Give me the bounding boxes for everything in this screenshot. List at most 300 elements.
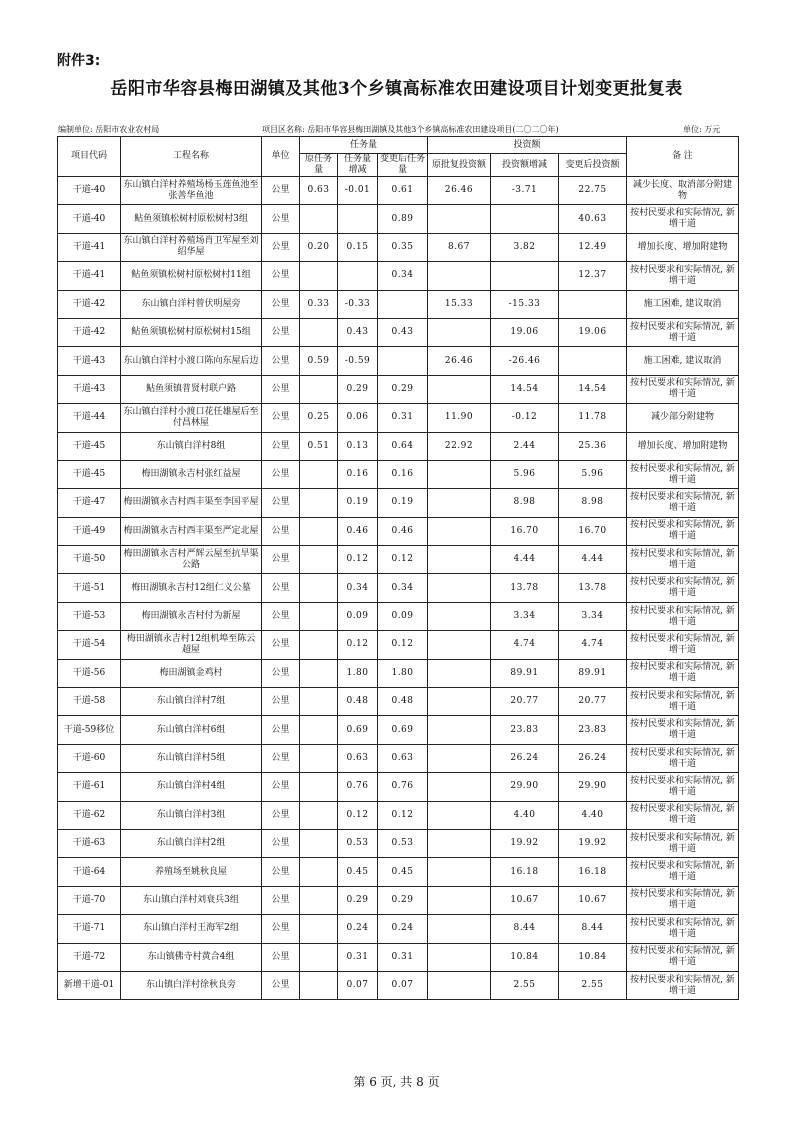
header-remark: 备 注 (627, 137, 739, 177)
orig-invest-cell (428, 773, 491, 801)
header-orig-invest: 原批复投资额 (428, 154, 491, 177)
task-change-cell: 0.69 (338, 716, 378, 744)
remark-cell: 按村民要求和实际情况, 新增干道 (627, 915, 739, 943)
code-cell: 干道-56 (58, 659, 121, 687)
invest-change-cell: -15.33 (491, 290, 559, 318)
orig-invest-cell (428, 943, 491, 971)
code-cell: 干道-40 (58, 205, 121, 233)
task-change-cell: 0.06 (338, 404, 378, 432)
new-invest-cell: 40.63 (559, 205, 627, 233)
code-cell: 干道-49 (58, 517, 121, 545)
name-cell: 鲇鱼须镇松树村原松树村11组 (121, 262, 262, 290)
task-change-cell: 0.12 (338, 801, 378, 829)
new-invest-cell: 20.77 (559, 688, 627, 716)
name-cell: 东山镇白洋村5组 (121, 744, 262, 772)
name-cell: 东山镇白洋村小渡口陈向东屋后边 (121, 347, 262, 375)
header-invest-group: 投资额 (428, 137, 627, 154)
orig-task-cell (300, 205, 338, 233)
task-change-cell: 0.48 (338, 688, 378, 716)
orig-invest-cell (428, 262, 491, 290)
task-change-cell: 0.46 (338, 517, 378, 545)
new-task-cell: 0.12 (378, 801, 428, 829)
orig-task-cell: 0.63 (300, 177, 338, 205)
unit-cell: 公里 (262, 233, 300, 261)
invest-change-cell: 10.67 (491, 886, 559, 914)
invest-change-cell: -26.46 (491, 347, 559, 375)
orig-invest-cell: 8.67 (428, 233, 491, 261)
remark-cell: 减少长度、取消部分附建物 (627, 177, 739, 205)
table-row (58, 460, 739, 488)
invest-change-cell: 4.44 (491, 546, 559, 574)
code-cell: 干道-58 (58, 688, 121, 716)
orig-task-cell (300, 915, 338, 943)
name-cell: 东山镇白洋村王海军2组 (121, 915, 262, 943)
table-row (58, 404, 739, 432)
remark-cell: 按村民要求和实际情况, 新增干道 (627, 574, 739, 602)
name-cell: 鲇鱼须镇松树村原松树村15组 (121, 318, 262, 346)
header-task-change: 任务量增减 (338, 154, 378, 177)
task-change-cell: -0.33 (338, 290, 378, 318)
invest-change-cell: 8.98 (491, 489, 559, 517)
unit-cell: 公里 (262, 631, 300, 659)
orig-invest-cell (428, 716, 491, 744)
header-new-task: 变更后任务量 (378, 154, 428, 177)
new-invest-cell: 12.49 (559, 233, 627, 261)
remark-cell: 按村民要求和实际情况, 新增干道 (627, 886, 739, 914)
remark-cell: 按村民要求和实际情况, 新增干道 (627, 318, 739, 346)
header-orig-task: 原任务量 (300, 154, 338, 177)
table-row (58, 517, 739, 545)
remark-cell: 按村民要求和实际情况, 新增干道 (627, 631, 739, 659)
code-cell: 干道-72 (58, 943, 121, 971)
orig-invest-cell (428, 546, 491, 574)
name-cell: 梅田湖镇永吉村西丰渠至李国平屋 (121, 489, 262, 517)
orig-invest-cell: 15.33 (428, 290, 491, 318)
unit-cell: 公里 (262, 744, 300, 772)
header-invest-change: 投资额增减 (491, 154, 559, 177)
task-change-cell: 0.45 (338, 858, 378, 886)
new-task-cell: 0.34 (378, 262, 428, 290)
code-cell: 干道-45 (58, 432, 121, 460)
orig-task-cell (300, 773, 338, 801)
remark-cell: 按村民要求和实际情况, 新增干道 (627, 943, 739, 971)
name-cell: 东山镇白洋村养殖场肖卫军屋至刘绍华屋 (121, 233, 262, 261)
unit-cell: 公里 (262, 574, 300, 602)
table-row (58, 347, 739, 375)
orig-task-cell (300, 858, 338, 886)
remark-cell: 按村民要求和实际情况, 新增干道 (627, 744, 739, 772)
new-task-cell: 0.53 (378, 829, 428, 857)
invest-change-cell: 19.06 (491, 318, 559, 346)
orig-task-cell: 0.51 (300, 432, 338, 460)
remark-cell: 按村民要求和实际情况, 新增干道 (627, 602, 739, 630)
task-change-cell: 0.16 (338, 460, 378, 488)
new-task-cell: 0.61 (378, 177, 428, 205)
name-cell: 梅田湖镇永吉村12组机埠至陈云超屋 (121, 631, 262, 659)
header-name: 工程名称 (121, 137, 262, 177)
new-task-cell: 0.12 (378, 631, 428, 659)
name-cell: 鲇鱼须镇松树村原松树村3组 (121, 205, 262, 233)
orig-task-cell: 0.20 (300, 233, 338, 261)
new-task-cell: 0.07 (378, 971, 428, 999)
table-row (58, 631, 739, 659)
remark-cell: 按村民要求和实际情况, 新增干道 (627, 688, 739, 716)
orig-invest-cell (428, 858, 491, 886)
name-cell: 梅田湖镇金鸡村 (121, 659, 262, 687)
new-task-cell (378, 347, 428, 375)
new-task-cell: 0.24 (378, 915, 428, 943)
code-cell: 新增干道-01 (58, 971, 121, 999)
orig-task-cell (300, 631, 338, 659)
invest-change-cell: 19.92 (491, 829, 559, 857)
remark-cell: 按村民要求和实际情况, 新增干道 (627, 858, 739, 886)
new-invest-cell: 14.54 (559, 375, 627, 403)
unit-cell: 公里 (262, 546, 300, 574)
invest-change-cell: 4.74 (491, 631, 559, 659)
remark-cell: 按村民要求和实际情况, 新增干道 (627, 517, 739, 545)
table-row (58, 773, 739, 801)
orig-task-cell (300, 546, 338, 574)
new-invest-cell (559, 290, 627, 318)
table-row (58, 574, 739, 602)
new-task-cell: 0.29 (378, 886, 428, 914)
task-change-cell: -0.59 (338, 347, 378, 375)
task-change-cell: 0.24 (338, 915, 378, 943)
table-row (58, 177, 739, 205)
new-invest-cell: 4.44 (559, 546, 627, 574)
task-change-cell: 0.12 (338, 631, 378, 659)
unit-cell: 公里 (262, 773, 300, 801)
unit-cell: 公里 (262, 432, 300, 460)
invest-change-cell: 3.82 (491, 233, 559, 261)
code-cell: 干道-62 (58, 801, 121, 829)
new-task-cell: 0.35 (378, 233, 428, 261)
new-invest-cell: 8.98 (559, 489, 627, 517)
header-task-group: 任务量 (300, 137, 428, 154)
code-cell: 干道-45 (58, 460, 121, 488)
orig-task-cell: 0.59 (300, 347, 338, 375)
code-cell: 干道-44 (58, 404, 121, 432)
orig-invest-cell (428, 517, 491, 545)
name-cell: 东山镇白洋村刘衰兵3组 (121, 886, 262, 914)
orig-invest-cell (428, 631, 491, 659)
invest-change-cell (491, 205, 559, 233)
table-row (58, 233, 739, 261)
new-task-cell: 0.09 (378, 602, 428, 630)
invest-change-cell: 4.40 (491, 801, 559, 829)
unit-cell: 公里 (262, 829, 300, 857)
new-invest-cell: 10.67 (559, 886, 627, 914)
code-cell: 干道-53 (58, 602, 121, 630)
table-row (58, 318, 739, 346)
task-change-cell (338, 262, 378, 290)
new-invest-cell: 8.44 (559, 915, 627, 943)
unit-cell: 公里 (262, 460, 300, 488)
project-name-label: 项目区名称: 岳阳市华容县梅田湖镇及其他3个乡镇高标准农田建设项目(二〇二〇年) (262, 125, 559, 134)
orig-invest-cell (428, 829, 491, 857)
orig-task-cell (300, 716, 338, 744)
orig-invest-cell (428, 205, 491, 233)
invest-change-cell: 26.24 (491, 744, 559, 772)
table-row (58, 659, 739, 687)
invest-change-cell: -3.71 (491, 177, 559, 205)
invest-change-cell: 10.84 (491, 943, 559, 971)
new-invest-cell: 19.92 (559, 829, 627, 857)
new-task-cell: 0.29 (378, 375, 428, 403)
table-row (58, 943, 739, 971)
code-cell: 干道-43 (58, 347, 121, 375)
task-change-cell: 0.53 (338, 829, 378, 857)
task-change-cell: 1.80 (338, 659, 378, 687)
unit-label: 单位: 万元 (683, 125, 721, 134)
table-row (58, 688, 739, 716)
code-cell: 干道-40 (58, 177, 121, 205)
new-invest-cell: 3.34 (559, 602, 627, 630)
table-row (58, 262, 739, 290)
code-cell: 干道-41 (58, 233, 121, 261)
orig-invest-cell (428, 915, 491, 943)
table-row (58, 829, 739, 857)
table-row (58, 546, 739, 574)
new-task-cell: 0.45 (378, 858, 428, 886)
orig-task-cell: 0.33 (300, 290, 338, 318)
remark-cell: 按村民要求和实际情况, 新增干道 (627, 546, 739, 574)
remark-cell: 按村民要求和实际情况, 新增干道 (627, 375, 739, 403)
code-cell: 干道-41 (58, 262, 121, 290)
new-invest-cell: 19.06 (559, 318, 627, 346)
task-change-cell: 0.07 (338, 971, 378, 999)
task-change-cell: 0.12 (338, 546, 378, 574)
code-cell: 干道-61 (58, 773, 121, 801)
new-invest-cell: 89.91 (559, 659, 627, 687)
invest-change-cell: 13.78 (491, 574, 559, 602)
new-invest-cell: 12.37 (559, 262, 627, 290)
remark-cell: 按村民要求和实际情况, 新增干道 (627, 460, 739, 488)
table-row (58, 716, 739, 744)
task-change-cell: 0.15 (338, 233, 378, 261)
name-cell: 梅田湖镇永吉村西丰渠至严定北屋 (121, 517, 262, 545)
name-cell: 梅田湖镇永吉村付为新屋 (121, 602, 262, 630)
orig-invest-cell (428, 574, 491, 602)
new-task-cell: 0.64 (378, 432, 428, 460)
remark-cell: 按村民要求和实际情况, 新增干道 (627, 801, 739, 829)
orig-invest-cell (428, 318, 491, 346)
new-task-cell (378, 290, 428, 318)
orig-invest-cell (428, 688, 491, 716)
remark-cell: 按村民要求和实际情况, 新增干道 (627, 971, 739, 999)
new-task-cell: 0.69 (378, 716, 428, 744)
task-change-cell: 0.13 (338, 432, 378, 460)
table-row (58, 290, 739, 318)
code-cell: 干道-50 (58, 546, 121, 574)
unit-cell: 公里 (262, 915, 300, 943)
remark-cell: 施工困难, 建议取消 (627, 347, 739, 375)
orig-task-cell (300, 460, 338, 488)
code-cell: 干道-43 (58, 375, 121, 403)
table-body (58, 177, 739, 1000)
name-cell: 东山镇白洋村小渡口花任雄屋后至付昌林屋 (121, 404, 262, 432)
remark-cell: 按村民要求和实际情况, 新增干道 (627, 489, 739, 517)
task-change-cell: 0.09 (338, 602, 378, 630)
new-invest-cell: 4.74 (559, 631, 627, 659)
orig-invest-cell: 22.92 (428, 432, 491, 460)
name-cell: 东山镇白洋村4组 (121, 773, 262, 801)
name-cell: 梅田湖镇永吉村12组仁义公墓 (121, 574, 262, 602)
name-cell: 东山镇白洋村养殖场杨玉莲鱼池至张善华鱼池 (121, 177, 262, 205)
name-cell: 东山镇白洋村7组 (121, 688, 262, 716)
orig-task-cell (300, 659, 338, 687)
new-task-cell: 0.16 (378, 460, 428, 488)
orig-invest-cell (428, 886, 491, 914)
unit-cell: 公里 (262, 262, 300, 290)
orig-task-cell (300, 886, 338, 914)
orig-task-cell: 0.25 (300, 404, 338, 432)
name-cell: 东山镇白洋村6组 (121, 716, 262, 744)
orig-task-cell (300, 688, 338, 716)
new-task-cell: 0.43 (378, 318, 428, 346)
unit-cell: 公里 (262, 659, 300, 687)
name-cell: 东山镇佛寺村黄合4组 (121, 943, 262, 971)
name-cell: 养殖场至姚秋良屋 (121, 858, 262, 886)
unit-cell: 公里 (262, 517, 300, 545)
invest-change-cell: 14.54 (491, 375, 559, 403)
unit-cell: 公里 (262, 177, 300, 205)
attachment-label: 附件3: (57, 53, 101, 69)
unit-cell: 公里 (262, 347, 300, 375)
new-invest-cell: 25.36 (559, 432, 627, 460)
unit-cell: 公里 (262, 404, 300, 432)
remark-cell: 按村民要求和实际情况, 新增干道 (627, 829, 739, 857)
code-cell: 干道-54 (58, 631, 121, 659)
code-cell: 干道-70 (58, 886, 121, 914)
orig-task-cell (300, 801, 338, 829)
code-cell: 干道-60 (58, 744, 121, 772)
remark-cell: 减少部分附建物 (627, 404, 739, 432)
task-change-cell: 0.43 (338, 318, 378, 346)
code-cell: 干道-64 (58, 858, 121, 886)
name-cell: 东山镇白洋村曾伏明屋旁 (121, 290, 262, 318)
invest-change-cell: 2.44 (491, 432, 559, 460)
name-cell: 东山镇白洋村3组 (121, 801, 262, 829)
orig-invest-cell (428, 375, 491, 403)
orig-invest-cell (428, 801, 491, 829)
remark-cell: 按村民要求和实际情况, 新增干道 (627, 716, 739, 744)
unit-cell: 公里 (262, 205, 300, 233)
table-row (58, 205, 739, 233)
code-cell: 干道-47 (58, 489, 121, 517)
orig-invest-cell (428, 460, 491, 488)
invest-change-cell (491, 262, 559, 290)
task-change-cell: 0.63 (338, 744, 378, 772)
table-row (58, 489, 739, 517)
unit-cell: 公里 (262, 375, 300, 403)
remark-cell: 施工困难, 建议取消 (627, 290, 739, 318)
orig-task-cell (300, 744, 338, 772)
name-cell: 东山镇白洋村2组 (121, 829, 262, 857)
new-invest-cell: 16.18 (559, 858, 627, 886)
new-task-cell: 0.76 (378, 773, 428, 801)
orig-invest-cell: 26.46 (428, 177, 491, 205)
unit-cell: 公里 (262, 688, 300, 716)
task-change-cell: 0.29 (338, 886, 378, 914)
new-invest-cell: 23.83 (559, 716, 627, 744)
unit-cell: 公里 (262, 602, 300, 630)
new-invest-cell: 26.24 (559, 744, 627, 772)
orig-invest-cell: 11.90 (428, 404, 491, 432)
task-change-cell (338, 205, 378, 233)
orig-task-cell (300, 489, 338, 517)
table-row (58, 886, 739, 914)
orig-invest-cell (428, 659, 491, 687)
table-row (58, 971, 739, 999)
remark-cell: 增加长度、增加附建物 (627, 233, 739, 261)
orig-task-cell (300, 829, 338, 857)
header-code: 项目代码 (58, 137, 121, 177)
unit-cell: 公里 (262, 943, 300, 971)
table-row (58, 744, 739, 772)
remark-cell: 按村民要求和实际情况, 新增干道 (627, 773, 739, 801)
unit-cell: 公里 (262, 801, 300, 829)
table-row (58, 375, 739, 403)
new-task-cell: 0.34 (378, 574, 428, 602)
new-task-cell: 0.31 (378, 404, 428, 432)
orig-task-cell (300, 517, 338, 545)
task-change-cell: 0.76 (338, 773, 378, 801)
invest-change-cell: 5.96 (491, 460, 559, 488)
unit-cell: 公里 (262, 290, 300, 318)
name-cell: 梅田湖镇永吉村张红益屋 (121, 460, 262, 488)
unit-cell: 公里 (262, 489, 300, 517)
remark-cell: 按村民要求和实际情况, 新增干道 (627, 659, 739, 687)
table-row (58, 432, 739, 460)
new-task-cell: 1.80 (378, 659, 428, 687)
code-cell: 干道-42 (58, 290, 121, 318)
change-approval-table (57, 136, 739, 1000)
new-invest-cell: 13.78 (559, 574, 627, 602)
unit-cell: 公里 (262, 971, 300, 999)
orig-task-cell (300, 943, 338, 971)
code-cell: 干道-63 (58, 829, 121, 857)
invest-change-cell: 8.44 (491, 915, 559, 943)
orig-invest-cell (428, 602, 491, 630)
new-invest-cell: 16.70 (559, 517, 627, 545)
invest-change-cell: 20.77 (491, 688, 559, 716)
orig-invest-cell (428, 744, 491, 772)
code-cell: 干道-51 (58, 574, 121, 602)
name-cell: 东山镇白洋村徐秋良旁 (121, 971, 262, 999)
header-new-invest: 变更后投资额 (559, 154, 627, 177)
task-change-cell: 0.34 (338, 574, 378, 602)
new-task-cell: 0.48 (378, 688, 428, 716)
invest-change-cell: 23.83 (491, 716, 559, 744)
unit-cell: 公里 (262, 318, 300, 346)
header-unit: 单位 (262, 137, 300, 177)
table-row (58, 602, 739, 630)
orig-task-cell (300, 602, 338, 630)
page-number: 第 6 页, 共 8 页 (353, 1075, 440, 1089)
task-change-cell: 0.29 (338, 375, 378, 403)
new-task-cell: 0.12 (378, 546, 428, 574)
orig-task-cell (300, 574, 338, 602)
name-cell: 鲇鱼须镇普贤村联户路 (121, 375, 262, 403)
unit-cell: 公里 (262, 716, 300, 744)
new-invest-cell: 22.75 (559, 177, 627, 205)
orig-invest-cell (428, 971, 491, 999)
invest-change-cell: -0.12 (491, 404, 559, 432)
task-change-cell: 0.31 (338, 943, 378, 971)
compiler-label: 编制单位: 岳阳市农业农村局 (58, 125, 160, 134)
orig-task-cell (300, 971, 338, 999)
